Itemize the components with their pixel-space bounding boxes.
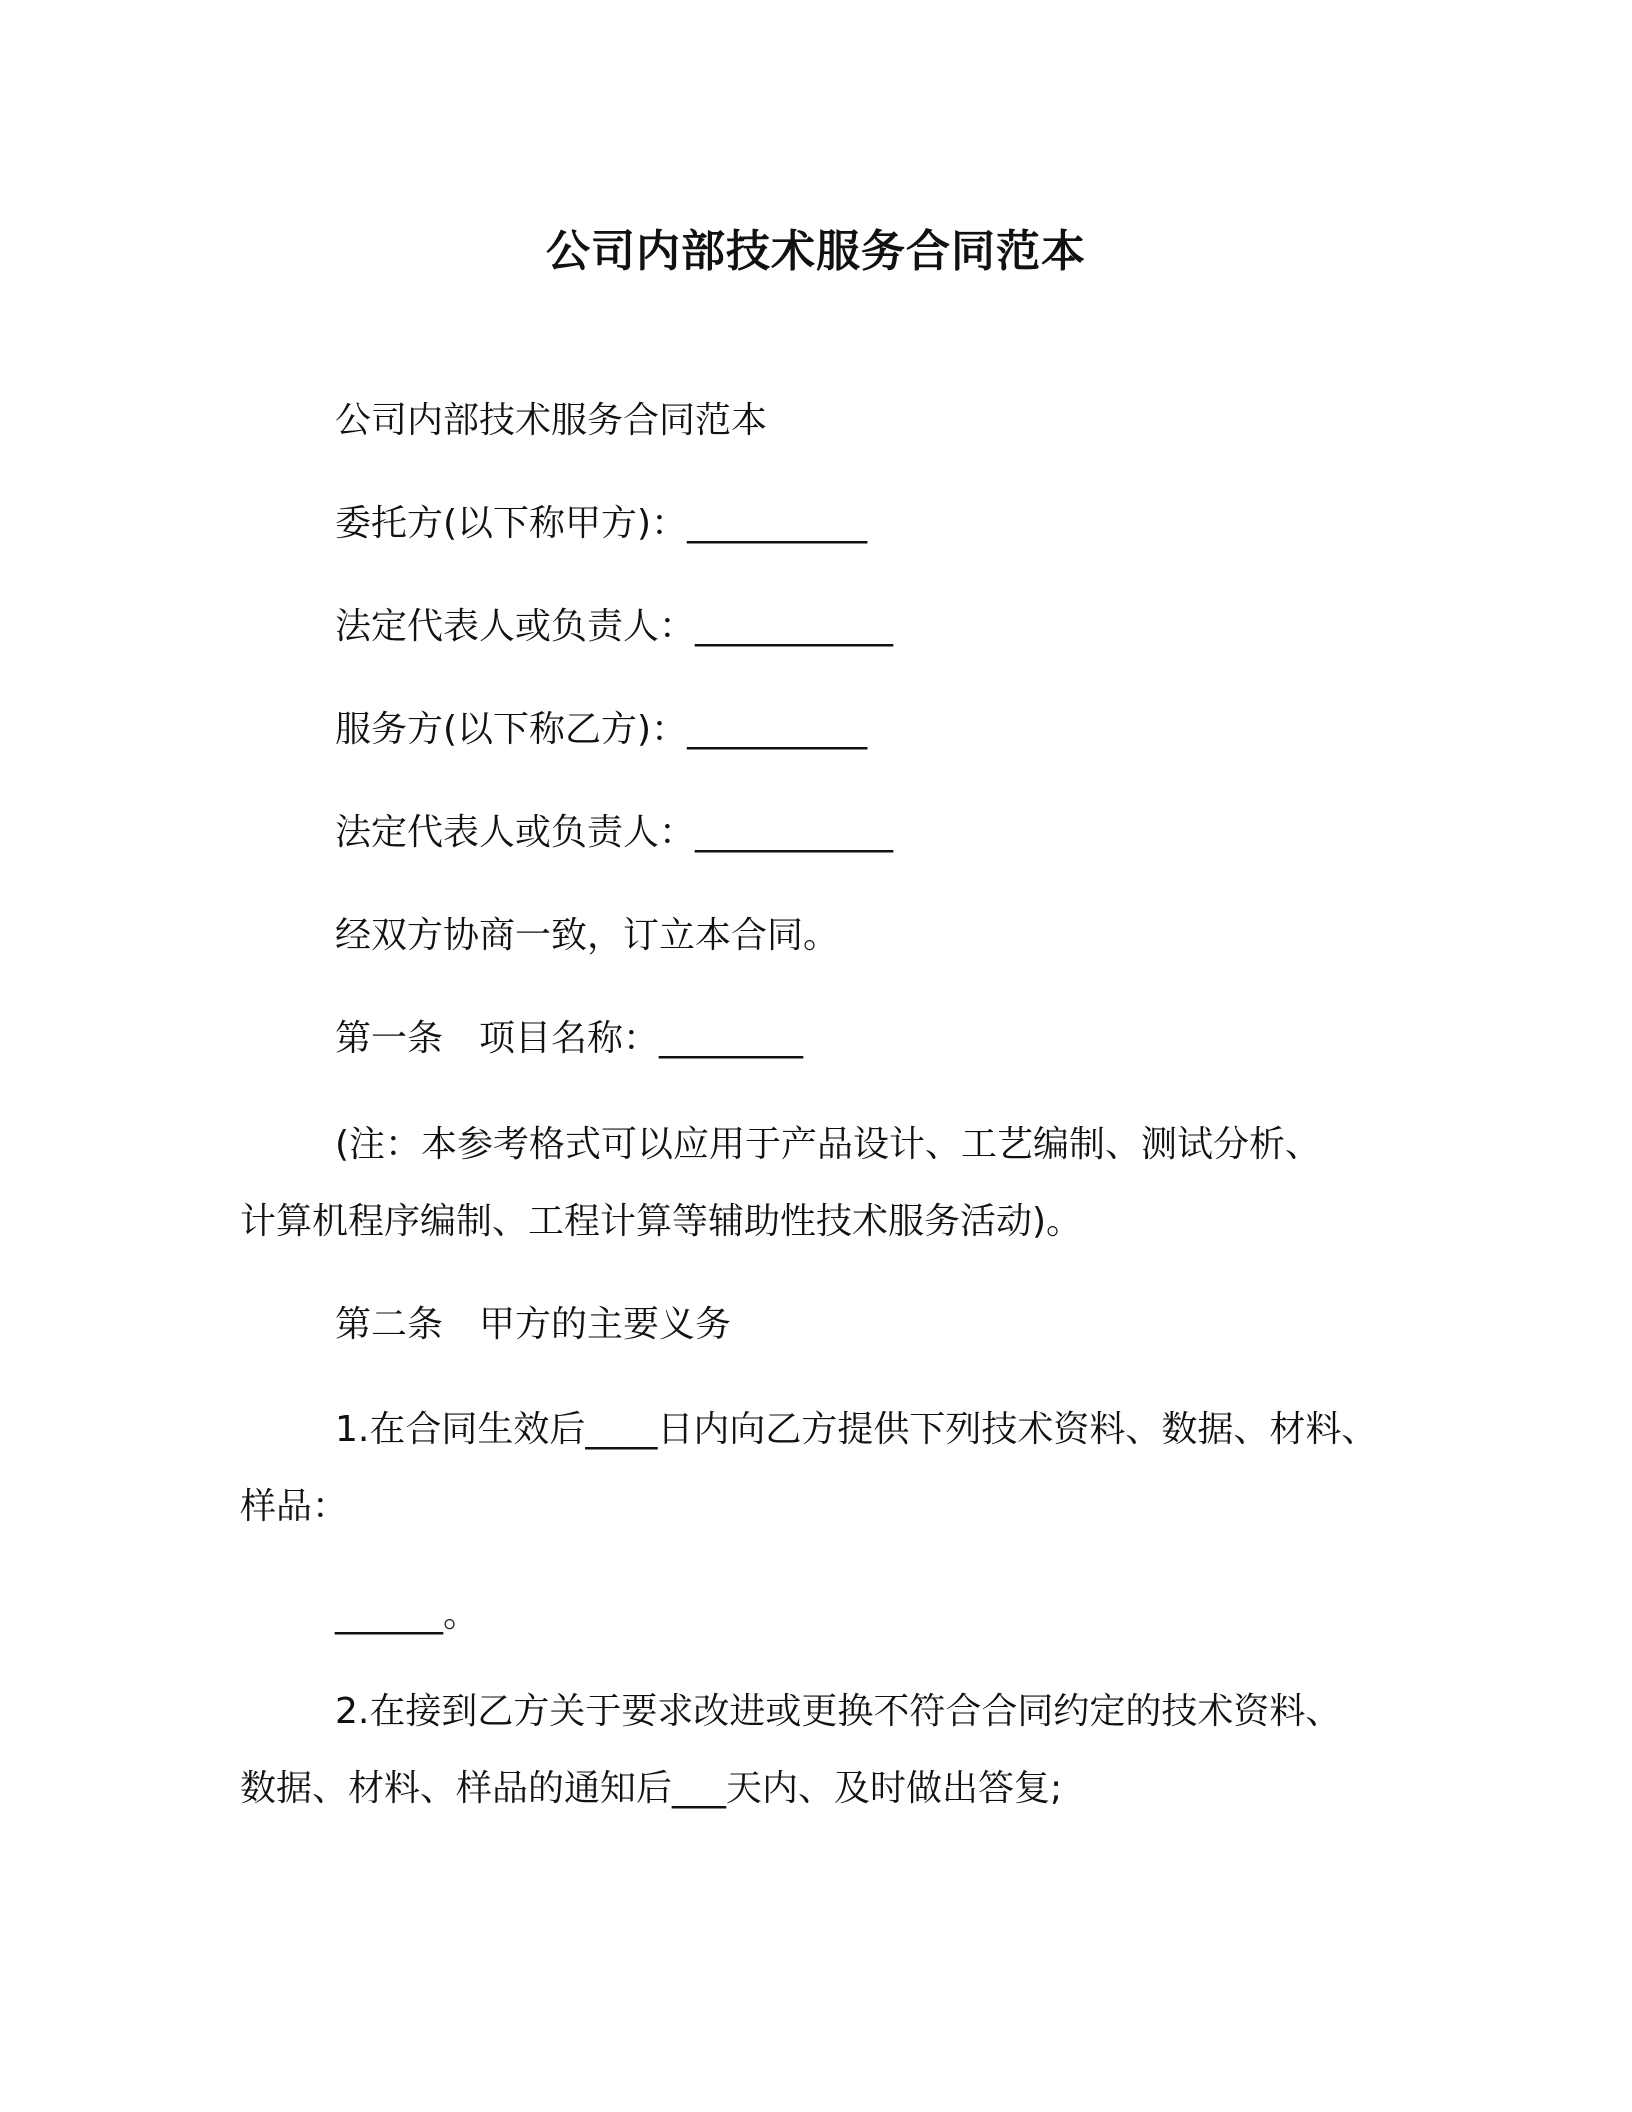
article-1 — [0, 1014, 1632, 1064]
item-1-line-2: 样品： — [240, 1486, 349, 1527]
paragraph-party-a-representative: 法定代表人或负责人：___________ — [335, 606, 894, 647]
article-1-text: 项目名称：________ — [479, 1018, 804, 1059]
item-2-line-1: 2.在接到乙方关于要求改进或更换不符合合同约定的技术资料、 — [335, 1691, 1342, 1732]
article-2 — [0, 1300, 1632, 1350]
item-2-line-2: 数据、材料、样品的通知后___天内、及时做出答复; — [240, 1768, 1063, 1809]
item-1-line-3: ______。 — [335, 1594, 480, 1635]
item-1-line-1: 1.在合同生效后____日内向乙方提供下列技术资料、数据、材料、 — [335, 1409, 1378, 1450]
note-line-2: 计算机程序编制、工程计算等辅助性技术服务活动)。 — [240, 1201, 1083, 1242]
document-title: 公司内部技术服务合同范本 — [546, 226, 1086, 277]
article-2-text: 甲方的主要义务 — [479, 1304, 732, 1345]
paragraph-party-a: 委托方(以下称甲方)：__________ — [335, 503, 868, 544]
article-1-label: 第一条 — [335, 1018, 444, 1059]
article-2-label: 第二条 — [335, 1304, 444, 1345]
note-line-1: (注：本参考格式可以应用于产品设计、工艺编制、测试分析、 — [335, 1124, 1322, 1165]
paragraph-agreement: 经双方协商一致，订立本合同。 — [335, 915, 840, 956]
paragraph-subtitle: 公司内部技术服务合同范本 — [335, 400, 768, 441]
paragraph-party-b: 服务方(以下称乙方)：__________ — [335, 709, 868, 750]
paragraph-party-b-representative: 法定代表人或负责人：___________ — [335, 812, 894, 853]
